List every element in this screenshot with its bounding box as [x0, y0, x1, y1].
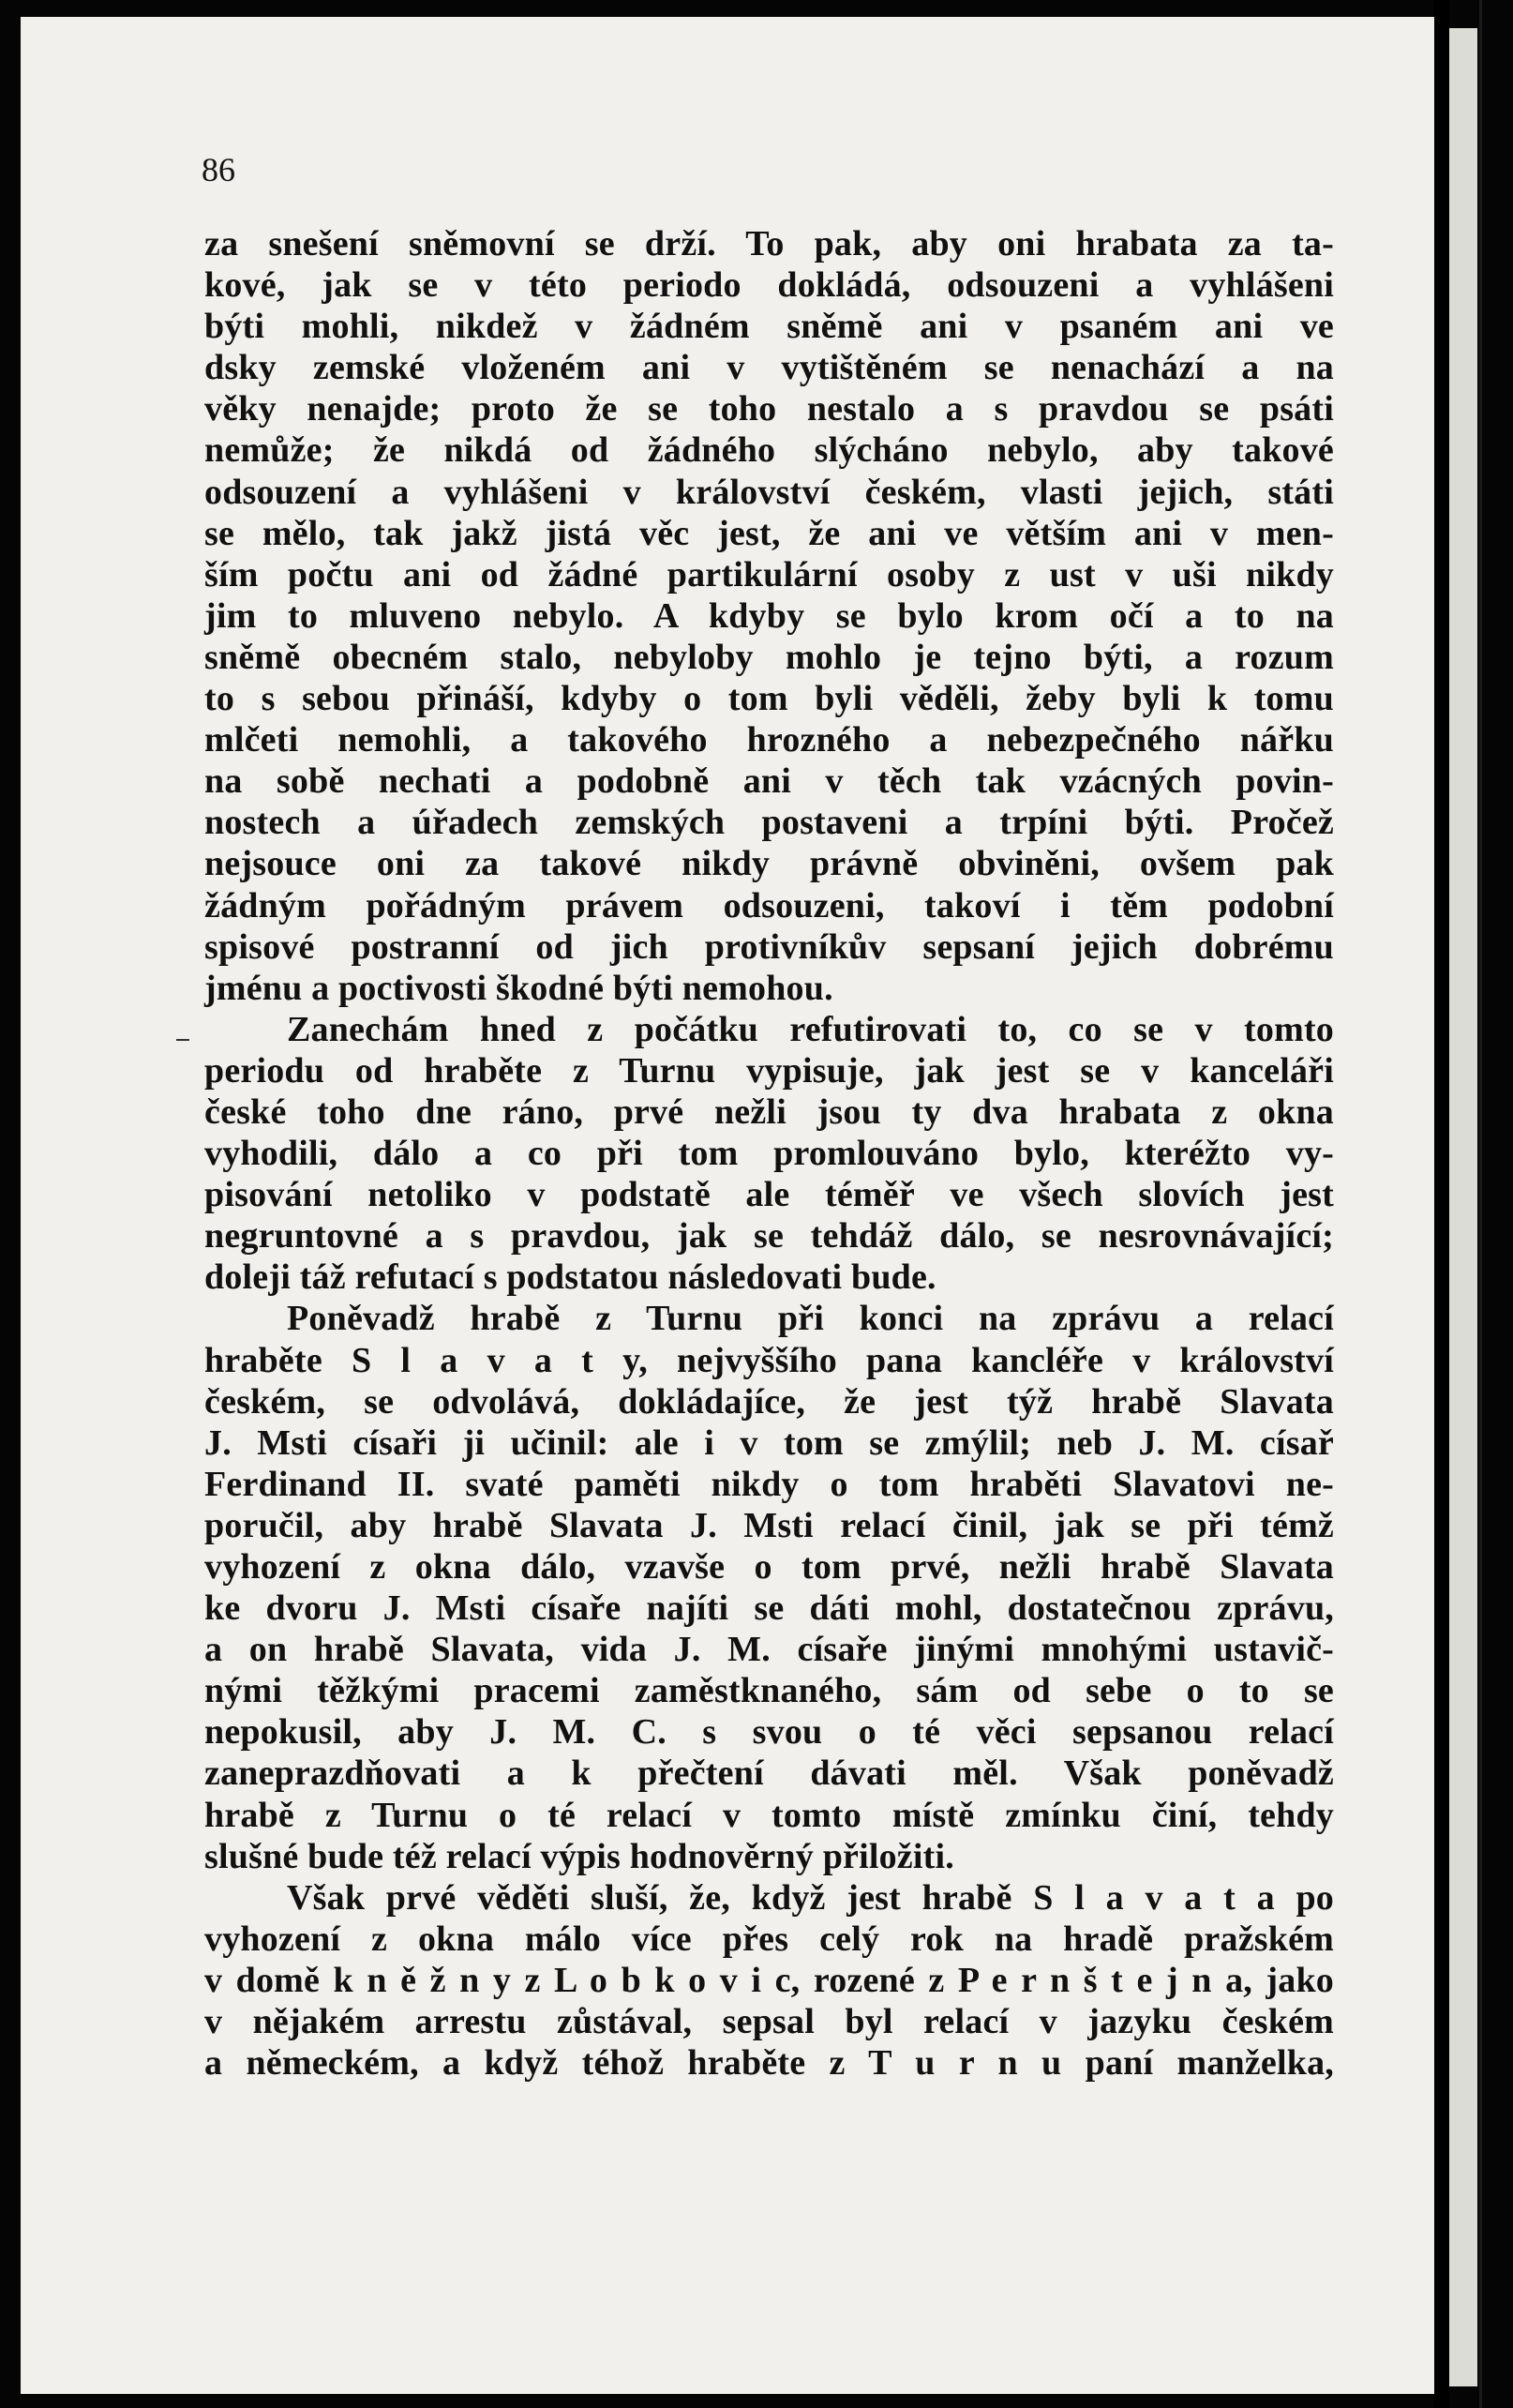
text-line: doleji táž refutací s podstatou následovati bude.: [204, 1257, 936, 1298]
text-line: kové, jak se v této periodo dokládá, odsouzeni a vyhlášeni: [204, 265, 1334, 306]
text-line: vyhození z okna dálo, vzavše o tom prvé, nežli hrabě Slavata: [204, 1547, 1334, 1587]
text-line: nemůže; že nikdá od žádného slýcháno nebylo, aby takové: [204, 430, 1334, 471]
text-line: nostech a úřadech zemských postaveni a trpíni býti. Pročež: [204, 803, 1334, 843]
text-line: slušné bude též relací výpis hodnověrný přiložiti.: [204, 1836, 954, 1876]
text-line: odsouzení a vyhlášeni v království českém, vlasti jejich, státi: [204, 472, 1334, 512]
text-line: české toho dne ráno, prvé nežli jsou ty dva hrabata z okna: [204, 1091, 1334, 1132]
text-line: hraběte S l a v a t y, nejvyššího pana kancléře v království: [204, 1340, 1334, 1380]
text-line: Poněvadž hrabě z Turnu při konci na zprávu a relací: [287, 1299, 1334, 1339]
binding-shadow: [1434, 0, 1449, 2408]
text-line: žádným pořádným právem odsouzeni, takoví i těm podobní: [204, 885, 1334, 926]
body-text: [204, 223, 1334, 2084]
text-line: pisování netoliko v podstatě ale téměř ve všech slovích jest: [204, 1175, 1334, 1215]
text-line: českém, se odvolává, dokládajíce, že jest týž hrabě Slavata: [204, 1381, 1334, 1422]
text-line: jménu a poctivosti škodné býti nemohou.: [204, 968, 833, 1008]
text-line: ke dvoru J. Msti císaře najíti se dáti mohl, dostatečnou zprávu,: [204, 1588, 1334, 1629]
text-line: nejsouce oni za takové nikdy právně obviněni, ovšem pak: [204, 844, 1334, 884]
text-line: vyhození z okna málo více přes celý rok na hradě pražském: [204, 1919, 1334, 1959]
text-line: Ferdinand II. svaté paměti nikdy o tom hraběti Slavatovi ne-: [204, 1464, 1334, 1504]
text-line: v nějakém arrestu zůstával, sepsal byl relací v jazyku českém: [204, 2002, 1334, 2042]
text-line: zaneprazdňovati a k přečtení dávati měl. Však poněvadž: [204, 1753, 1334, 1794]
text-line: za snešení sněmovní se drží. To pak, aby oni hrabata za ta-: [204, 224, 1334, 263]
text-line: Však prvé věděti sluší, že, když jest hrabě S l a v a t a po: [287, 1877, 1334, 1918]
text-line: v domě k n ě ž n y z L o b k o v i c, rozené z P e r n š t e j n a, jako: [204, 1960, 1334, 2000]
text-line: Zanechám hned z počátku refutirovati to, co se v tomto: [287, 1009, 1334, 1049]
text-line: negruntovné a s pravdou, jak se tehdáž dálo, se nesrovnávající;: [204, 1216, 1334, 1257]
text-line: poručil, aby hrabě Slavata J. Msti relací činil, jak se při témž: [204, 1505, 1334, 1545]
text-line: věky nenajde; proto že se toho nestalo a s pravdou se psáti: [204, 389, 1334, 429]
text-line: nými těžkými pracemi zaměstknaného, sám od sebe o to se: [204, 1671, 1334, 1711]
text-line: nepokusil, aby J. M. C. s svou o té věci sepsanou relací: [204, 1712, 1334, 1753]
adjacent-page-border: [1479, 0, 1482, 2408]
text-line: a on hrabě Slavata, vida J. M. císaře jinými mnohými ustavič-: [204, 1630, 1334, 1670]
text-line: J. Msti císaři ji učinil: ale i v tom se zmýlil; neb J. M. císař: [204, 1422, 1334, 1463]
text-line: hrabě z Turnu o té relací v tomto místě zmínku činí, tehdy: [204, 1795, 1334, 1835]
page-number: 86: [202, 151, 235, 188]
text-line: býti mohli, nikdež v žádném sněmě ani v psaném ani ve: [204, 307, 1334, 347]
text-line: jim to mluveno nebylo. A kdyby se bylo krom očí a to na: [204, 595, 1334, 636]
text-line: to s sebou přináší, kdyby o tom byli věděli, žeby byli k tomu: [204, 679, 1334, 719]
adjacent-page-edge: [1449, 28, 1477, 2386]
text-line: dsky zemské vloženém ani v vytištěném se nenachází a na: [204, 348, 1334, 388]
text-line: vyhodili, dálo a co při tom promlouváno bylo, kteréžto vy-: [204, 1134, 1334, 1174]
text-line: sněmě obecném stalo, nebyloby mohlo je tejno býti, a rozum: [204, 637, 1334, 677]
text-line: se mělo, tak jakž jistá věc jest, že ani ve větším ani v men-: [204, 513, 1334, 553]
text-line: na sobě nechati a podobně ani v těch tak vzácných povin-: [204, 761, 1334, 802]
text-line: ším počtu ani od žádné partikulární osoby z ust v uši nikdy: [204, 554, 1334, 594]
margin-mark: [176, 1039, 189, 1041]
text-line: a německém, a když téhož hraběte z T u r n u paní manželka,: [204, 2043, 1334, 2084]
text-line: spisové postranní od jich protivníkův sepsaní jejich dobrému: [204, 926, 1334, 967]
text-line: mlčeti nemohli, a takového hrozného a nebezpečného nářku: [204, 720, 1334, 760]
text-line: periodu od hraběte z Turnu vypisuje, jak jest se v kanceláři: [204, 1050, 1334, 1091]
